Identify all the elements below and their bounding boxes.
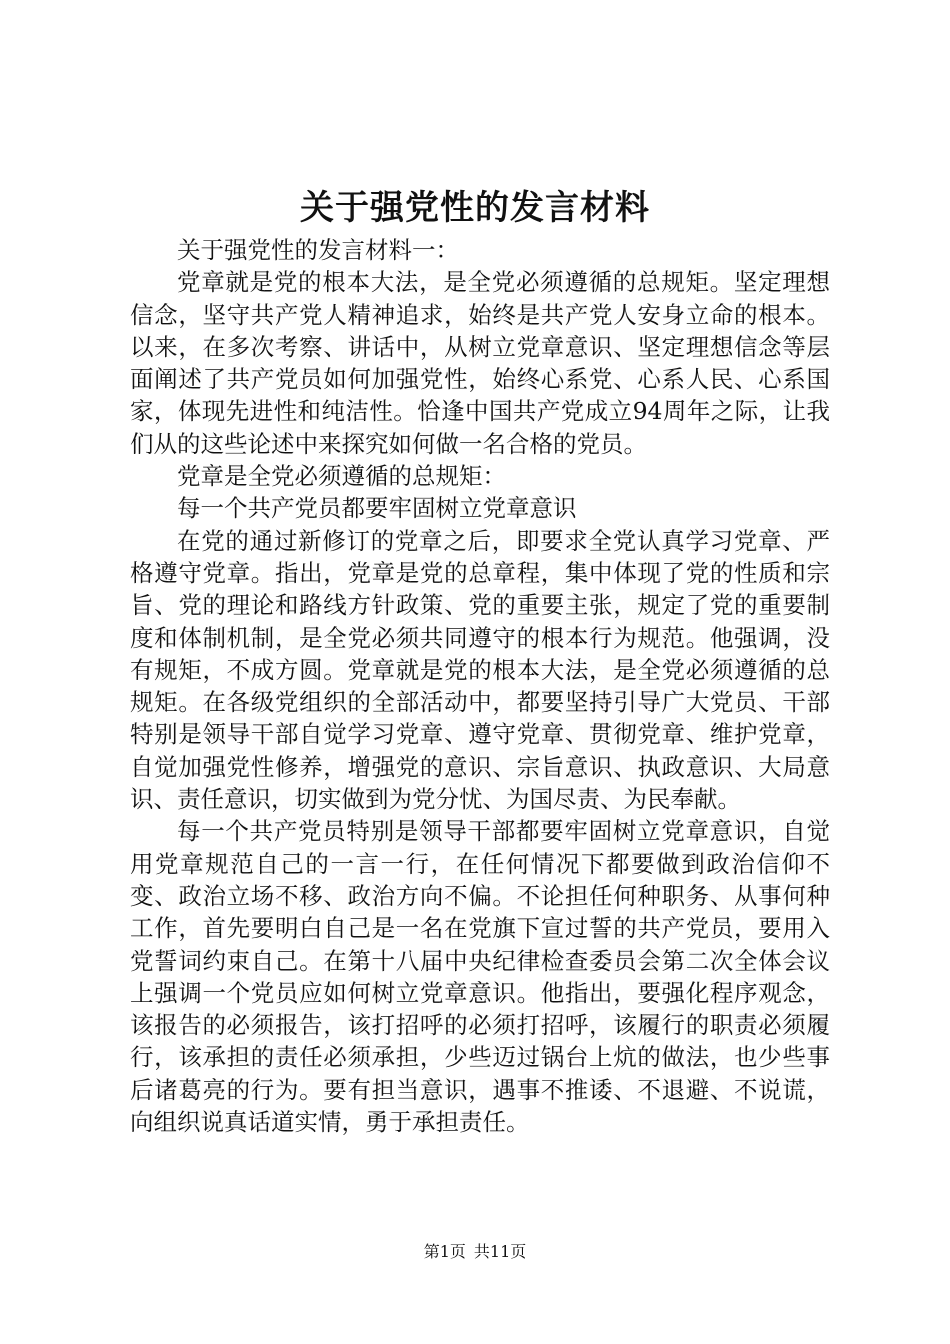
page-footer	[0, 1240, 950, 1264]
paragraph: 党章是全党必须遵循的总规矩：	[177, 462, 506, 491]
page-number-total: 共11页	[473, 1242, 527, 1261]
paragraph: 关于强党性的发言材料一：	[177, 236, 459, 264]
paragraph: 党章就是党的根本大法，是全党必须遵循的总规矩。坚定理想信念，坚守共产党人精神追求，始终是共产党人安身立命的根本。以来，在多次考察、讲话中，从树立党章意识、坚定理想信念等层面阐述了共产党员如何加强党性，始终心系党、心系人民、心系国家，体现先进性和纯洁性。恰逢中国共产党成立94周年之际，让我们从的这些论述中来探究如何做一名合格的党员。	[130, 268, 830, 458]
document-body	[130, 234, 830, 1138]
paragraph: 在党的通过新修订的党章之后，即要求全党认真学习党章、严格遵守党章。指出，党章是党的总章程，集中体现了党的性质和宗旨、党的理论和路线方针政策、党的重要主张，规定了党的重要制度和体制机制，是全党必须共同遵守的根本行为规范。他强调，没有规矩，不成方圆。党章就是党的根本大法，是全党必须遵循的总规矩。在各级党组织的全部活动中，都要坚持引导广大党员、干部特别是领导干部自觉学习党章、遵守党章、贯彻党章、维护党章，自觉加强党性修养，增强党的意识、宗旨意识、执政意识、大局意识、责任意识，切实做到为党分忧、为国尽责、为民奉献。	[130, 526, 830, 814]
paragraph: 每一个共产党员特别是领导干部都要牢固树立党章意识，自觉用党章规范自己的一言一行，在任何情况下都要做到政治信仰不变、政治立场不移、政治方向不偏。不论担任何种职务、从事何种工作，首先要明白自己是一名在党旗下宣过誓的共产党员，要用入党誓词约束自己。在第十八届中央纪律检查委员会第二次全体会议上强调一个党员应如何树立党章意识。他指出，要强化程序观念，该报告的必须报告，该打招呼的必须打招呼，该履行的职责必须履行，该承担的责任必须承担，少些迈过锅台上炕的做法，也少些事后诸葛亮的行为。要有担当意识，遇事不推诿、不退避、不说谎，向组织说真话道实情，勇于承担责任。	[130, 817, 830, 1137]
page-number-current: 第1页	[423, 1242, 466, 1261]
paragraph: 每一个共产党员都要牢固树立党章意识	[177, 494, 577, 523]
document-title: 关于强党性的发言材料	[300, 188, 650, 228]
